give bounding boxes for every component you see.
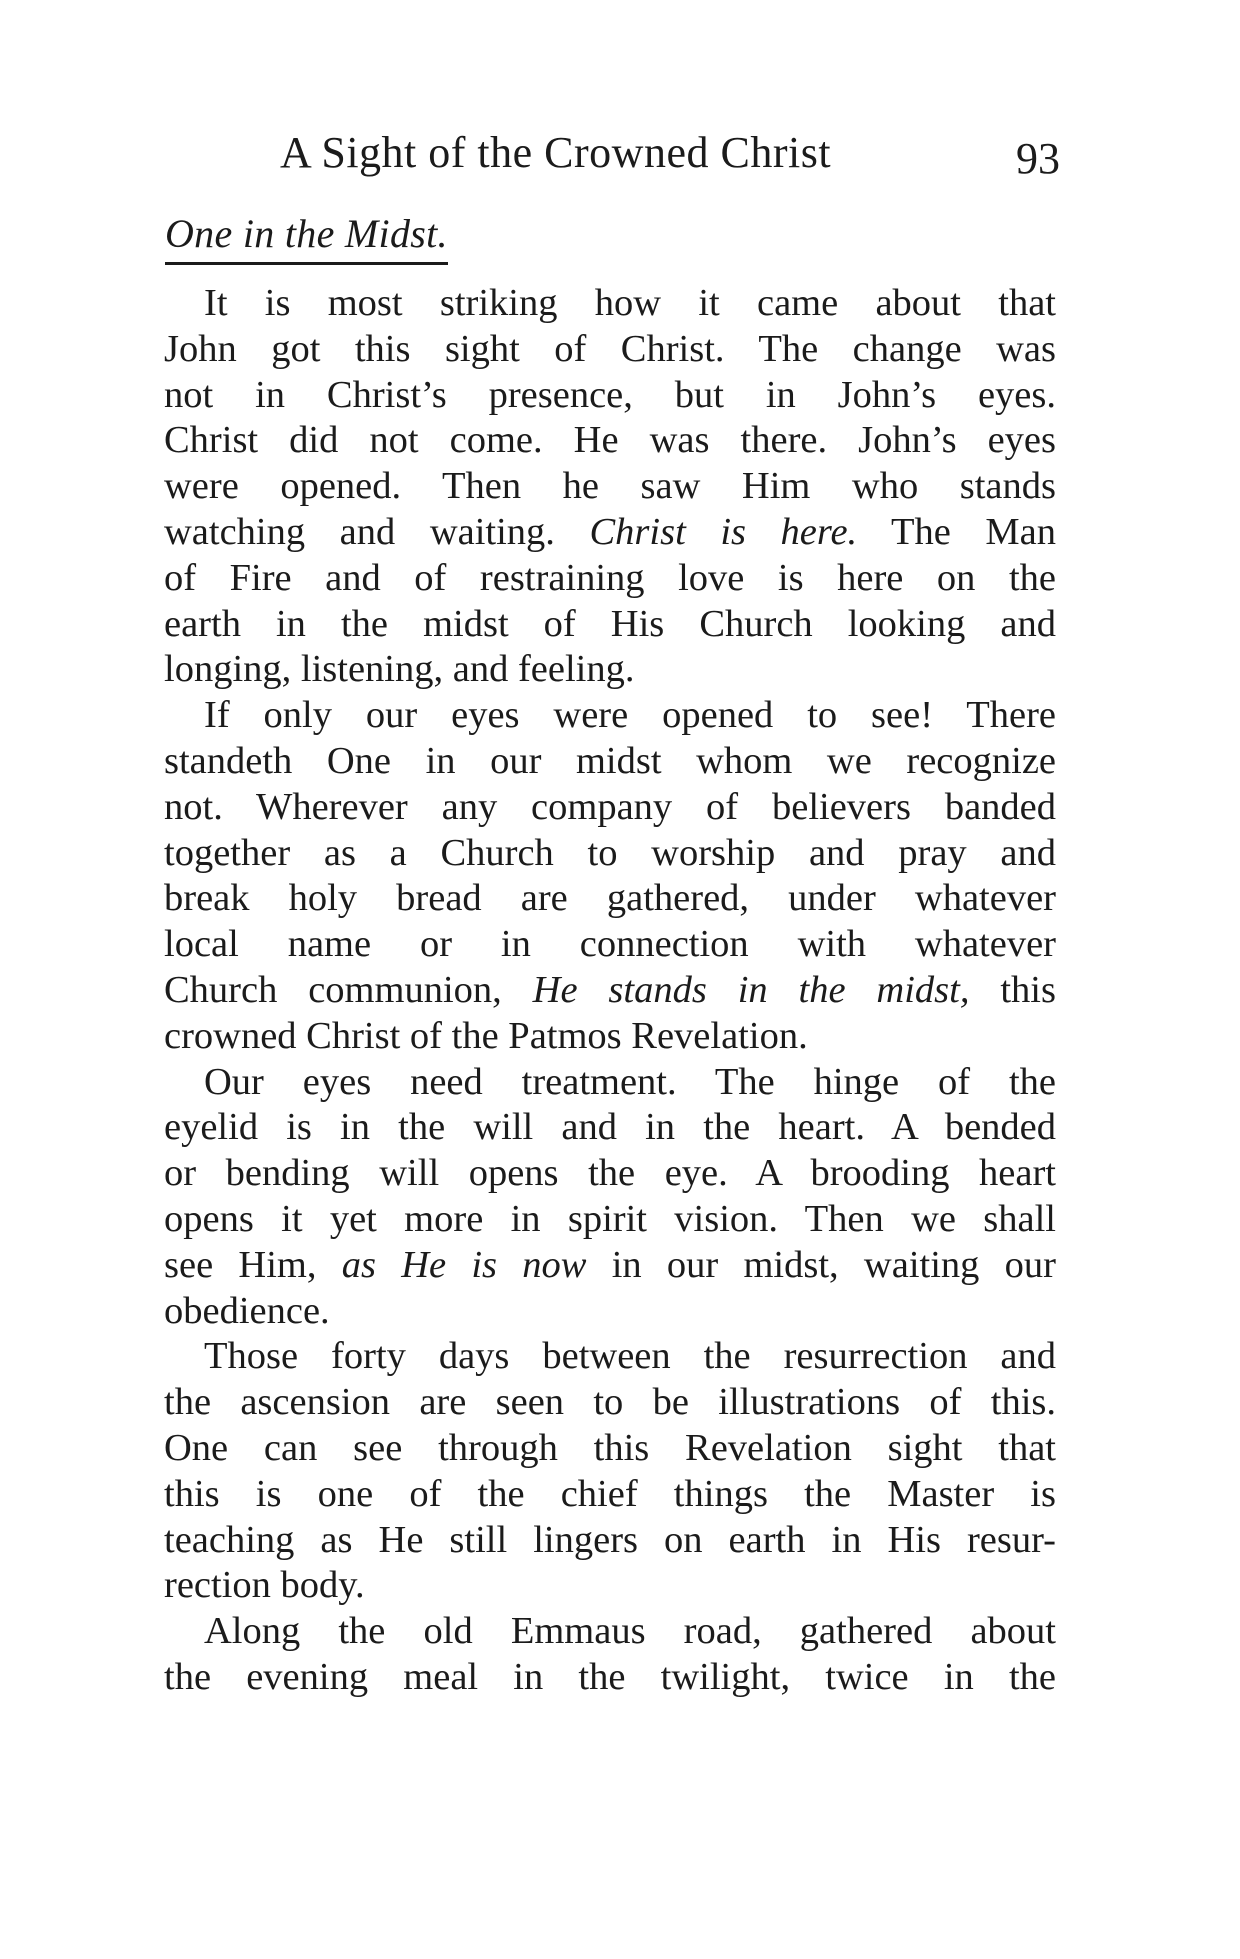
text-line <box>164 1609 1056 1655</box>
running-head-title: A Sight of the Crowned Christ <box>280 128 832 177</box>
page-number: 93 <box>1016 134 1060 183</box>
text-line <box>164 418 1056 464</box>
text-run: One can see through this Revelation sight that <box>164 1426 1056 1469</box>
text-line <box>164 785 1056 831</box>
text-line <box>164 1151 1056 1197</box>
running-head <box>280 125 1060 181</box>
text-line <box>164 1563 1056 1609</box>
text-run: Our eyes need treatment. The hinge of the <box>204 1060 1056 1103</box>
text-run: together as a Church to worship and pray and <box>164 831 1056 874</box>
text-run: obedience. <box>164 1289 330 1332</box>
text-line <box>164 1289 1056 1335</box>
text-line <box>164 464 1056 510</box>
paragraph <box>164 281 1056 693</box>
text-line <box>164 1334 1056 1380</box>
text-run: The Man <box>857 510 1057 553</box>
text-line <box>164 327 1056 373</box>
text-run: Those forty days between the resurrection and <box>204 1335 1056 1378</box>
text-run: see Him, <box>164 1243 342 1286</box>
text-line <box>164 831 1056 877</box>
text-line <box>164 1105 1056 1151</box>
text-line <box>164 1655 1056 1701</box>
text-run: crowned Christ of the Patmos Revelation. <box>164 1014 808 1057</box>
text-run: break holy bread are gathered, under whatever <box>164 877 1056 920</box>
text-run: longing, listening, and feeling. <box>164 648 635 691</box>
text-run: this <box>969 968 1056 1011</box>
text-line <box>164 1060 1056 1106</box>
text-run: local name or in connection with whatever <box>164 923 1056 966</box>
section-heading: One in the Midst. <box>165 208 448 265</box>
text-run: Church communion, <box>164 968 533 1011</box>
text-run: standeth One in our midst whom we recognize <box>164 739 1056 782</box>
italic-emphasis: Christ is here. <box>589 510 858 553</box>
paragraph <box>164 693 1056 1059</box>
text-line <box>164 281 1056 327</box>
text-line <box>164 922 1056 968</box>
text-run: It is most striking how it came about that <box>204 282 1056 324</box>
text-line <box>164 739 1056 785</box>
text-run: not. Wherever any company of believers banded <box>164 785 1056 828</box>
text-run: were opened. Then he saw Him who stands <box>164 465 1056 508</box>
italic-emphasis: as He is now <box>341 1243 587 1286</box>
text-line <box>164 1243 1056 1289</box>
text-line <box>164 693 1056 739</box>
text-run: eyelid is in the will and in the heart. A bended <box>164 1106 1056 1149</box>
text-line <box>164 602 1056 648</box>
text-run: in our midst, waiting our <box>586 1243 1056 1286</box>
text-run: or bending will opens the eye. A brooding heart <box>164 1152 1056 1195</box>
text-run: Along the old Emmaus road, gathered about <box>204 1610 1056 1653</box>
text-line <box>164 510 1056 556</box>
text-line <box>164 1472 1056 1518</box>
text-line <box>164 1518 1056 1564</box>
text-run: Christ did not come. He was there. John’s eyes <box>164 419 1056 462</box>
paragraph <box>164 1609 1056 1701</box>
text-run: John got this sight of Christ. The change was <box>164 327 1056 370</box>
text-run: earth in the midst of His Church looking and <box>164 602 1056 645</box>
text-line <box>164 1014 1056 1060</box>
text-run: this is one of the chief things the Master is <box>164 1472 1056 1515</box>
italic-emphasis: He stands in the midst, <box>532 968 970 1011</box>
text-run: teaching as He still lingers on earth in His resur- <box>164 1518 1056 1561</box>
paragraph <box>164 1334 1056 1609</box>
text-run: not in Christ’s presence, but in John’s eyes. <box>164 373 1056 416</box>
text-run: the evening meal in the twilight, twice in the <box>164 1655 1056 1698</box>
text-run: If only our eyes were opened to see! There <box>204 694 1056 737</box>
text-line <box>164 876 1056 922</box>
text-run: rection body. <box>164 1564 365 1607</box>
text-run: of Fire and of restraining love is here on the <box>164 556 1056 599</box>
text-line <box>164 1197 1056 1243</box>
body-text <box>164 281 1056 1701</box>
text-line <box>164 556 1056 602</box>
paragraph <box>164 1060 1056 1335</box>
text-line <box>164 1426 1056 1472</box>
text-line <box>164 647 1056 693</box>
text-run: watching and waiting. <box>164 510 590 553</box>
text-line <box>164 968 1056 1014</box>
text-run: opens it yet more in spirit vision. Then we shall <box>164 1197 1056 1240</box>
text-run: the ascension are seen to be illustrations of this. <box>164 1381 1056 1424</box>
text-line <box>164 1380 1056 1426</box>
text-line <box>164 373 1056 419</box>
